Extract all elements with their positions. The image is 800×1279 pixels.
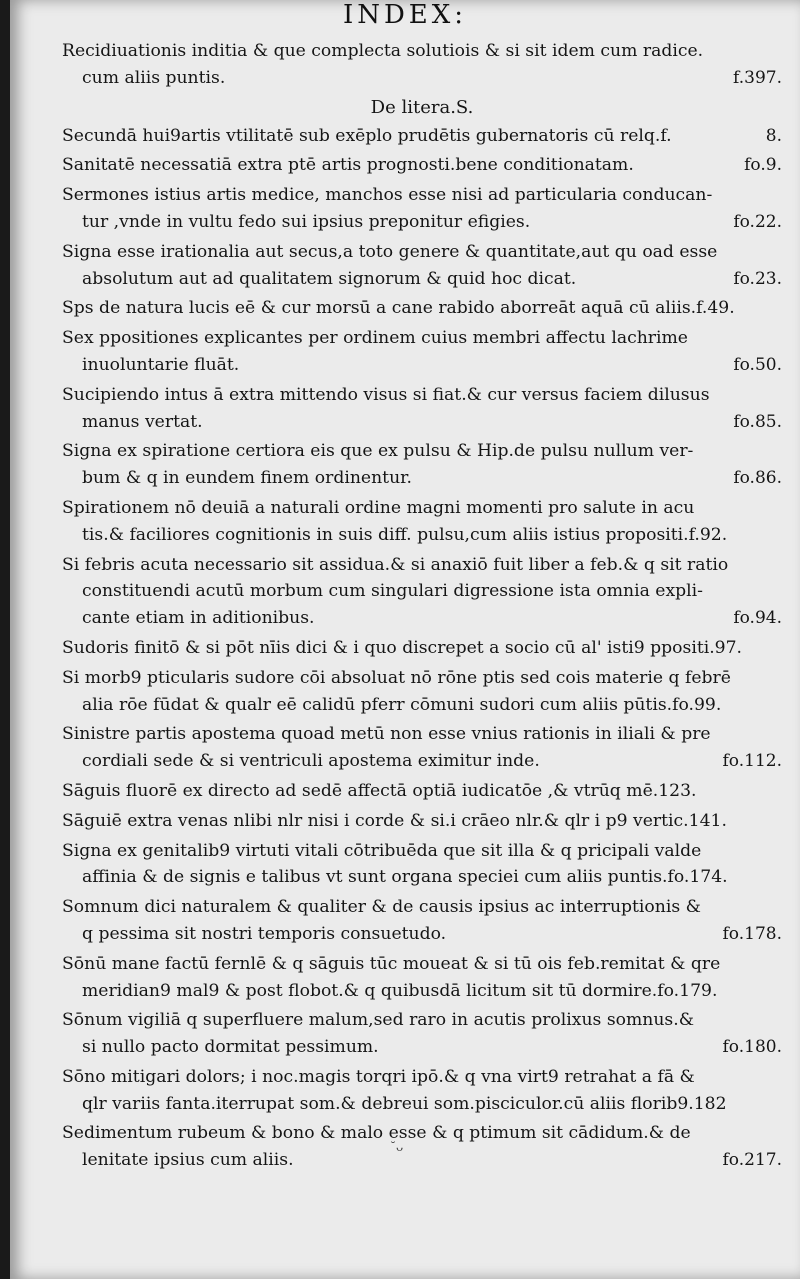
- entry-line: Sedimentum rubeum & bono & malo esse & q ptimum sit cādidum.& de: [62, 1123, 691, 1144]
- index-entry: [62, 838, 782, 892]
- entry-line: Sermones istius artis medice, manchos esse nisi ad particularia conducan-: [62, 185, 713, 206]
- entry-folio-ref: fo.178.: [722, 923, 782, 944]
- entry-line: tur ,vnde in vultu fedo sui ipsius preponitur efigies.: [82, 211, 531, 232]
- entry-folio-ref: fo.23.: [733, 268, 782, 289]
- entry-line: qlr variis fanta.iterrupat som.& debreui som.pisciculor.cū aliis florib9.182: [82, 1093, 727, 1114]
- entry-list: [62, 123, 782, 1174]
- index-entry: [62, 438, 782, 492]
- index-entry: [62, 1120, 782, 1174]
- index-entry: [62, 1064, 782, 1118]
- index-entry: [62, 808, 782, 835]
- entry-folio-ref: f.397.: [733, 67, 782, 88]
- entry-line: Sōno mitigari dolors; i noc.magis torqri ipō.& q vna virt9 retrahat a fā &: [62, 1066, 695, 1087]
- book-page: [10, 0, 800, 1279]
- entry-line: bum & q in eundem finem ordinentur.: [82, 468, 412, 489]
- index-content: [62, 38, 782, 1177]
- index-entry: [62, 951, 782, 1005]
- entry-line: Sāguiē extra venas nlibi nlr nisi i corde & si.i crāeo nlr.& qlr i p9 vertic.141.: [62, 810, 727, 831]
- entry-line: meridian9 mal9 & post flobot.& q quibusdā licitum sit tū dormire.fo.179.: [82, 980, 718, 1001]
- entry-folio-ref: fo.9.: [744, 155, 782, 176]
- entry-line: constituendi acutū morbum cum singulari digressione ista omnia expli-: [82, 581, 703, 602]
- entry-line: si nullo pacto dormitat pessimum.: [82, 1037, 379, 1058]
- entry-line: cordiali sede & si ventriculi apostema eximitur inde.: [82, 751, 540, 772]
- entry-line: Sāguis fluorē ex directo ad sedē affectā optiā iudicatōe ,& vtrūq mē.123.: [62, 780, 697, 801]
- entry-folio-ref: fo.86.: [733, 468, 782, 489]
- index-entry: [62, 123, 782, 150]
- entry-line: alia rōe fūdat & qualr eē calidū pferr cōmuni sudori cum aliis pūtis.fo.99.: [82, 694, 722, 715]
- entry-folio-ref: fo.112.: [722, 751, 782, 772]
- index-entry: [62, 894, 782, 948]
- entry-line: Signa ex genitalib9 virtuti vitali cōtribuēda que sit illa & q pricipali valde: [62, 840, 702, 861]
- index-entry: [62, 295, 782, 322]
- index-entry: [62, 635, 782, 662]
- section-heading: De litera.S.: [370, 96, 474, 118]
- entry-folio-ref: fo.217.: [722, 1150, 782, 1171]
- entry-line: Si morb9 pticularis sudore cōi absoluat nō rōne ptis sed cois materie q febrē: [62, 667, 731, 688]
- entry-folio-ref: fo.22.: [733, 211, 782, 232]
- index-entry: [62, 665, 782, 719]
- index-entry: [62, 778, 782, 805]
- index-entry: [62, 182, 782, 236]
- entry-folio-ref: fo.180.: [722, 1037, 782, 1058]
- index-entry: [62, 325, 782, 379]
- entry-line: Sudoris finitō & si pōt nīis dici & i quo discrepet a socio cū al' isti9 ppositi.97.: [62, 637, 743, 658]
- entry-line: inuoluntarie fluāt.: [82, 354, 240, 375]
- index-entry: [62, 552, 782, 632]
- entry-line: cante etiam in aditionibus.: [82, 608, 315, 629]
- entry-line: Sps de natura lucis eē & cur morsū a cane rabido aborreāt aquā cū aliis.f.49.: [62, 298, 735, 319]
- entry-line: absolutum aut ad qualitatem signorum & quid hoc dicat.: [82, 268, 577, 289]
- entry-line: Sex ppositiones explicantes per ordinem cuius membri affectu lachrime: [62, 328, 688, 349]
- page-header: INDEX:: [342, 0, 468, 30]
- entry-line: Spirationem nō deuiā a naturali ordine magni momenti pro salute in acu: [62, 497, 695, 518]
- entry-line: Signa ex spiratione certiora eis que ex pulsu & Hip.de pulsu nullum ver-: [62, 441, 694, 462]
- index-entry: [62, 382, 782, 436]
- index-entry: [62, 38, 782, 92]
- entry-folio-ref: fo.50.: [733, 354, 782, 375]
- entry-folio-ref: fo.94.: [733, 608, 782, 629]
- ink-mark: ˘ᴗ: [390, 1140, 404, 1154]
- index-entry: [62, 239, 782, 293]
- entry-line: Sinistre partis apostema quoad metū non esse vnius rationis in iliali & pre: [62, 724, 711, 745]
- entry-line: lenitate ipsius cum aliis.: [82, 1150, 294, 1171]
- entry-folio-ref: fo.85.: [733, 411, 782, 432]
- index-entry: [62, 495, 782, 549]
- entry-line: Sanitatē necessatiā extra ptē artis prognosti.bene conditionatam.: [62, 155, 634, 176]
- entry-line: affinia & de signis e talibus vt sunt organa speciei cum aliis puntis.fo.174.: [82, 867, 728, 888]
- entry-line: cum aliis puntis.: [82, 67, 226, 88]
- entry-line: tis.& faciliores cognitionis in suis diff. pulsu,cum aliis istius propositi.f.92.: [82, 524, 728, 545]
- entry-line: Sucipiendo intus ā extra mittendo visus si fiat.& cur versus faciem dilusus: [62, 384, 710, 405]
- index-entry: [62, 152, 782, 179]
- entry-line: Recidiuationis inditia & que complecta solutiois & si sit idem cum radice.: [62, 41, 704, 61]
- entry-line: manus vertat.: [82, 411, 203, 432]
- index-entry: [62, 721, 782, 775]
- entry-line: Somnum dici naturalem & qualiter & de causis ipsius ac interruptionis &: [62, 897, 701, 918]
- entry-line: Signa esse irationalia aut secus,a toto genere & quantitate,aut qu oad esse: [62, 241, 718, 262]
- entry-line: Sōnū mane factū fernlē & q sāguis tūc moueat & si tū ois feb.remitat & qre: [62, 953, 721, 974]
- entry-line: Sōnum vigiliā q superfluere malum,sed raro in acutis prolixus somnus.&: [62, 1010, 695, 1031]
- entry-line: q pessima sit nostri temporis consuetudo.: [82, 923, 447, 944]
- index-entry: [62, 1007, 782, 1061]
- entry-line: Si febris acuta necessario sit assidua.& si anaxiō fuit liber a feb.& q sit ratio: [62, 554, 729, 575]
- entry-line: Secundā hui9artis vtilitatē sub exēplo prudētis gubernatoris cū relq.f.: [62, 125, 672, 146]
- entry-folio-ref: 8.: [765, 125, 782, 146]
